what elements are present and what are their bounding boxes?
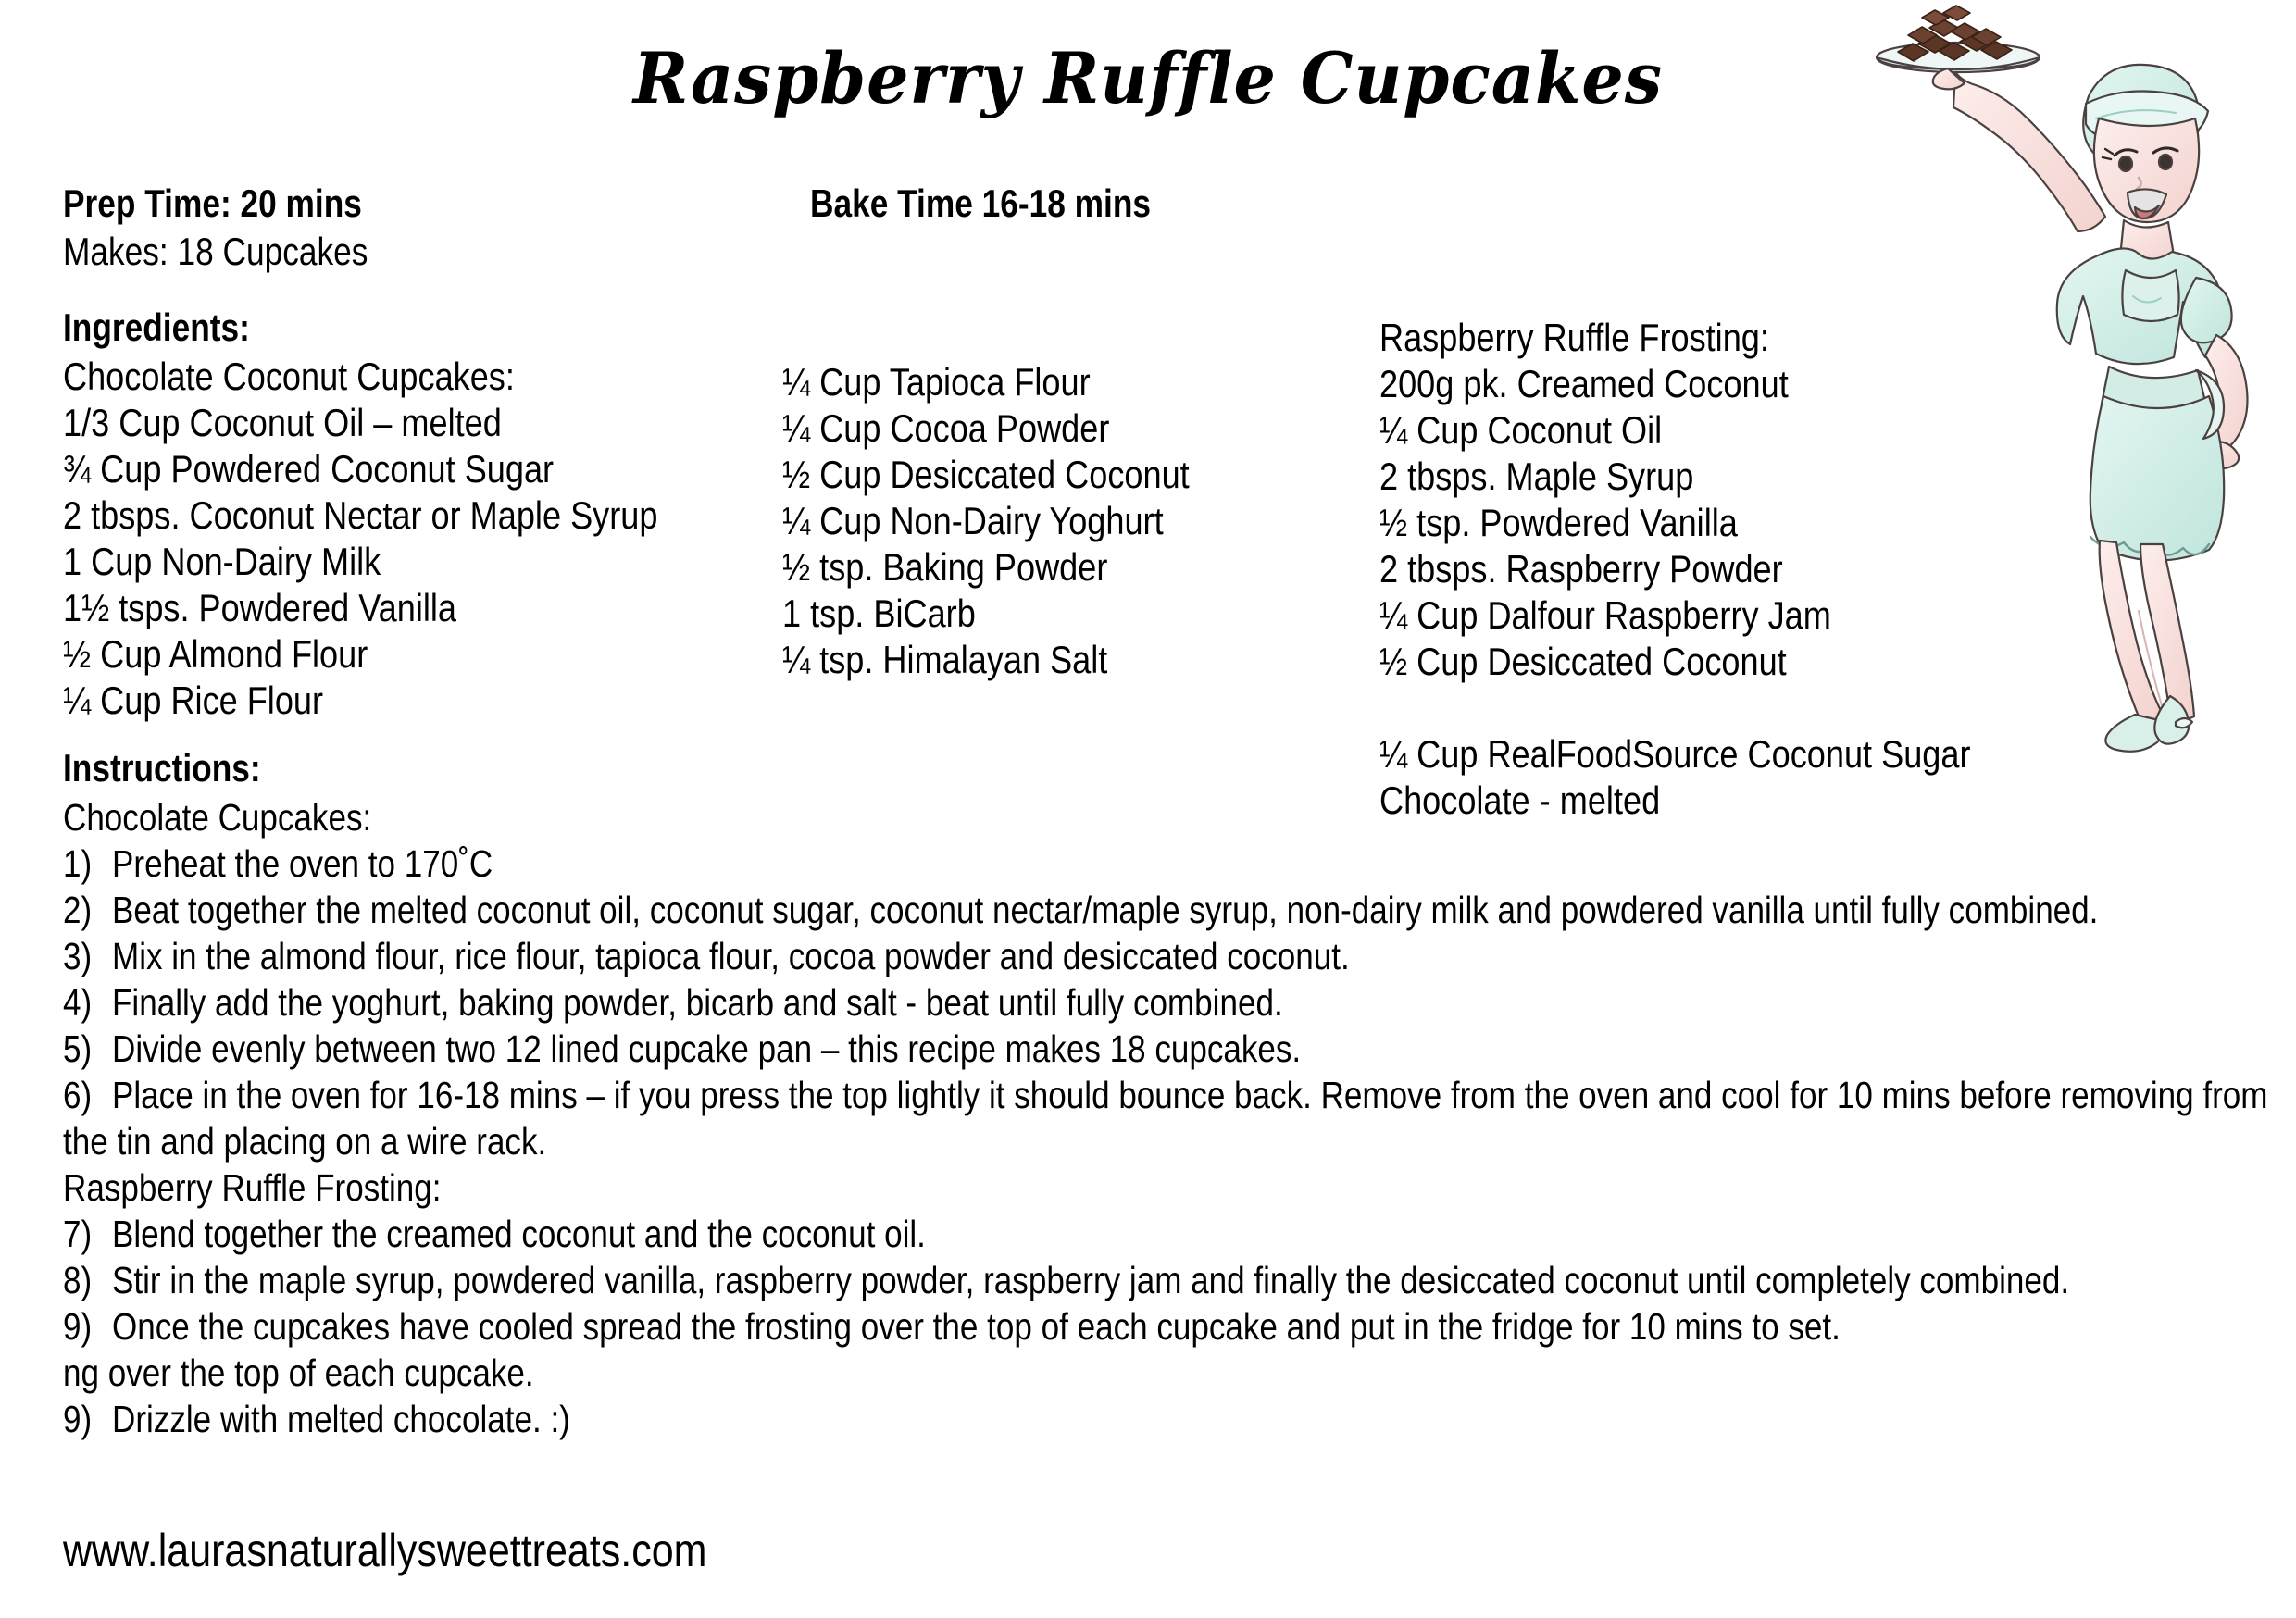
ingredient-item: 1 Cup Non-Dairy Milk bbox=[63, 540, 381, 583]
step-number: 9) bbox=[63, 1398, 93, 1440]
step-text: Mix in the almond flour, rice flour, tapioca flour, cocoa powder and desiccated coconut. bbox=[112, 935, 1350, 977]
ingredient-item: ¾ Cup Powdered Coconut Sugar bbox=[63, 447, 555, 491]
ingredient-item: ½ tsp. Powdered Vanilla bbox=[1379, 501, 1738, 544]
step-number: 7) bbox=[63, 1213, 93, 1255]
ingredient-item: Chocolate Coconut Cupcakes: bbox=[63, 355, 515, 398]
instruction-step bbox=[63, 1072, 2271, 1164]
step-text: Finally add the yoghurt, baking powder, bicarb and salt - beat until fully combined. bbox=[112, 981, 1283, 1024]
ingredient-item: Chocolate - melted bbox=[1379, 778, 1661, 822]
ingredients-column-2 bbox=[782, 359, 1356, 683]
ingredient-item: ¼ Cup Cocoa Powder bbox=[782, 406, 1110, 450]
frosting-heading: Raspberry Ruffle Frosting: bbox=[1379, 316, 1769, 359]
step-text: Beat together the melted coconut oil, coconut sugar, coconut nectar/maple syrup, non-dairy milk and powdered vanilla until fully combined. bbox=[112, 889, 2099, 931]
step-number: 8) bbox=[63, 1259, 93, 1301]
instruction-step bbox=[63, 840, 2271, 887]
ingredient-item: 2 tbsps. Coconut Nectar or Maple Syrup bbox=[63, 493, 658, 537]
ingredient-item: 1½ tsps. Powdered Vanilla bbox=[63, 586, 457, 629]
website-url: www.laurasnaturallysweettreats.com bbox=[63, 1525, 707, 1576]
instructions-section-label: Raspberry Ruffle Frosting: bbox=[63, 1166, 442, 1209]
step-number: 4) bbox=[63, 981, 93, 1024]
bake-time: Bake Time 16-18 mins bbox=[810, 181, 1152, 225]
instruction-step bbox=[63, 979, 2271, 1026]
ingredient-item: ¼ Cup Coconut Oil bbox=[1379, 408, 1663, 452]
ingredient-item: 2 tbsps. Raspberry Powder bbox=[1379, 547, 1783, 591]
step-text: Place in the oven for 16-18 mins – if you press the top lightly it should bounce back. Remove from the oven and cool for 10 mins before removing from the tin and placing on a wire rack. bbox=[63, 1074, 2268, 1163]
ingredient-item: ¼ Cup Rice Flour bbox=[63, 678, 324, 722]
ingredient-item: 1/3 Cup Coconut Oil – melted bbox=[63, 401, 502, 444]
orphan-text-line: ng over the top of each cupcake. bbox=[63, 1351, 534, 1394]
spacer bbox=[1379, 685, 2144, 731]
head bbox=[2094, 118, 2199, 222]
step-text: Divide evenly between two 12 lined cupcake pan – this recipe makes 18 cupcakes. bbox=[112, 1027, 1302, 1070]
step-number: 3) bbox=[63, 935, 93, 977]
instruction-step bbox=[63, 1211, 2271, 1257]
ingredient-item: ¼ Cup Non-Dairy Yoghurt bbox=[782, 499, 1164, 542]
ingredients-heading: Ingredients: bbox=[63, 305, 250, 349]
ingredient-item: ¼ Cup RealFoodSource Coconut Sugar bbox=[1379, 732, 1971, 776]
ingredient-item: ¼ Cup Dalfour Raspberry Jam bbox=[1379, 593, 1831, 637]
ingredient-item: 1 tsp. BiCarb bbox=[782, 591, 976, 635]
step-number: 1) bbox=[63, 842, 93, 885]
page-title: Raspberry Ruffle Cupcakes bbox=[633, 37, 1663, 119]
step-text: Once the cupcakes have cooled spread the frosting over the top of each cupcake and put in the fridge for 10 mins to set. bbox=[112, 1305, 1841, 1348]
step-text: Stir in the maple syrup, powdered vanilla, raspberry powder, raspberry jam and finally the desiccated coconut until completely combined. bbox=[112, 1259, 2070, 1301]
instruction-step bbox=[63, 1303, 2271, 1350]
instruction-step bbox=[63, 887, 2271, 933]
ingredient-item: ½ Cup Desiccated Coconut bbox=[782, 453, 1190, 496]
instructions-section-label: Chocolate Cupcakes: bbox=[63, 796, 372, 839]
makes-count: Makes: 18 Cupcakes bbox=[63, 230, 368, 273]
ingredient-item: ½ Cup Desiccated Coconut bbox=[1379, 640, 1787, 683]
ingredients-column-3 bbox=[1379, 315, 2268, 824]
instruction-step bbox=[63, 1257, 2271, 1303]
ingredient-item: ½ tsp. Baking Powder bbox=[782, 545, 1108, 589]
instructions-heading: Instructions: bbox=[63, 746, 261, 790]
ingredient-item: ½ Cup Almond Flour bbox=[63, 632, 368, 676]
step-number: 9) bbox=[63, 1305, 93, 1348]
ingredient-item: 2 tbsps. Maple Syrup bbox=[1379, 454, 1694, 498]
instruction-step bbox=[63, 1396, 2271, 1442]
instruction-step bbox=[63, 1026, 2271, 1072]
ingredient-item: 200g pk. Creamed Coconut bbox=[1379, 362, 1789, 405]
step-number: 6) bbox=[63, 1074, 93, 1116]
step-number: 5) bbox=[63, 1027, 93, 1070]
step-text: Drizzle with melted chocolate. :) bbox=[112, 1398, 570, 1440]
step-number: 2) bbox=[63, 889, 93, 931]
ingredient-item: ¼ tsp. Himalayan Salt bbox=[782, 638, 1108, 681]
step-text: Blend together the creamed coconut and the coconut oil. bbox=[112, 1213, 926, 1255]
step-text: Preheat the oven to 170˚C bbox=[112, 842, 493, 885]
ingredients-column-1 bbox=[63, 354, 785, 724]
instructions-list bbox=[63, 794, 2276, 1442]
instruction-step bbox=[63, 933, 2271, 979]
ingredient-item: ¼ Cup Tapioca Flour bbox=[782, 360, 1091, 404]
prep-time: Prep Time: 20 mins bbox=[63, 181, 362, 225]
